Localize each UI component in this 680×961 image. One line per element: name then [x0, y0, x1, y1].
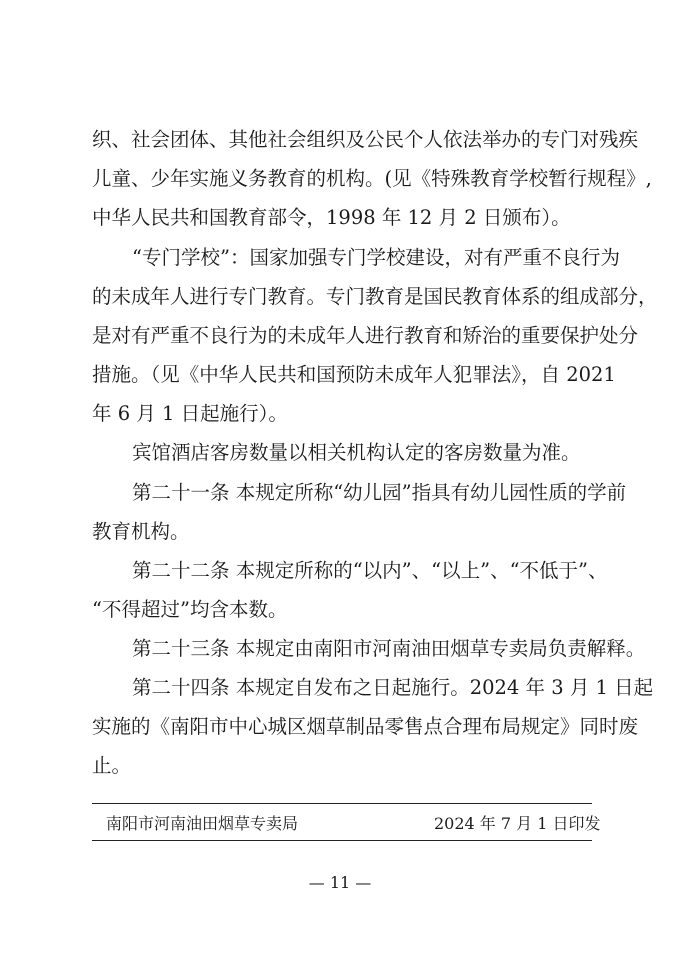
- body-line: 是对有严重不良行为的未成年人进行教育和矫治的重要保护处分: [92, 324, 639, 347]
- footer-bottom-rule: [92, 840, 592, 841]
- footer-issuer: 南阳市河南油田烟草专卖局: [106, 814, 299, 833]
- body-line: 教育机构。: [92, 520, 190, 543]
- article-22-line: 第二十二条 本规定所称的“以内”、“以上”、“不低于”、: [132, 559, 608, 582]
- footer-top-rule: [92, 803, 592, 804]
- body-line: 年 6 月 1 日起施行）。: [92, 402, 288, 425]
- article-21-line: 第二十一条 本规定所称“幼儿园”指具有幼儿园性质的学前: [132, 481, 627, 504]
- body-line: 织、社会团体、其他社会组织及公民个人依法举办的专门对残疾: [92, 128, 639, 151]
- body-line: 的未成年人进行专门教育。专门教育是国民教育体系的组成部分，: [92, 285, 658, 308]
- article-24-line: 第二十四条 本规定自发布之日起施行。2024 年 3 月 1 日起: [132, 676, 654, 699]
- body-line: 止。: [92, 754, 132, 777]
- body-line: “专门学校”：国家加强专门学校建设，对有严重不良行为: [132, 246, 620, 269]
- page-number: — 11 —: [308, 873, 372, 892]
- body-line: 儿童、少年实施义务教育的机构。(见《特殊教育学校暂行规程》,: [92, 167, 652, 190]
- footer-date: 2024 年 7 月 1 日印发: [434, 814, 601, 833]
- body-line: 宾馆酒店客房数量以相关机构认定的客房数量为准。: [132, 441, 581, 464]
- body-line: 实施的《南阳市中心城区烟草制品零售点合理布局规定》同时废: [92, 715, 639, 738]
- article-23-line: 第二十三条 本规定由南阳市河南油田烟草专卖局负责解释。: [132, 637, 646, 660]
- body-line: “不得超过”均含本数。: [92, 598, 288, 621]
- body-line: 措施。（见《中华人民共和国预防未成年人犯罪法》，自 2021: [92, 363, 616, 386]
- body-line: 中华人民共和国教育部令，1998 年 12 月 2 日颁布）。: [92, 206, 571, 229]
